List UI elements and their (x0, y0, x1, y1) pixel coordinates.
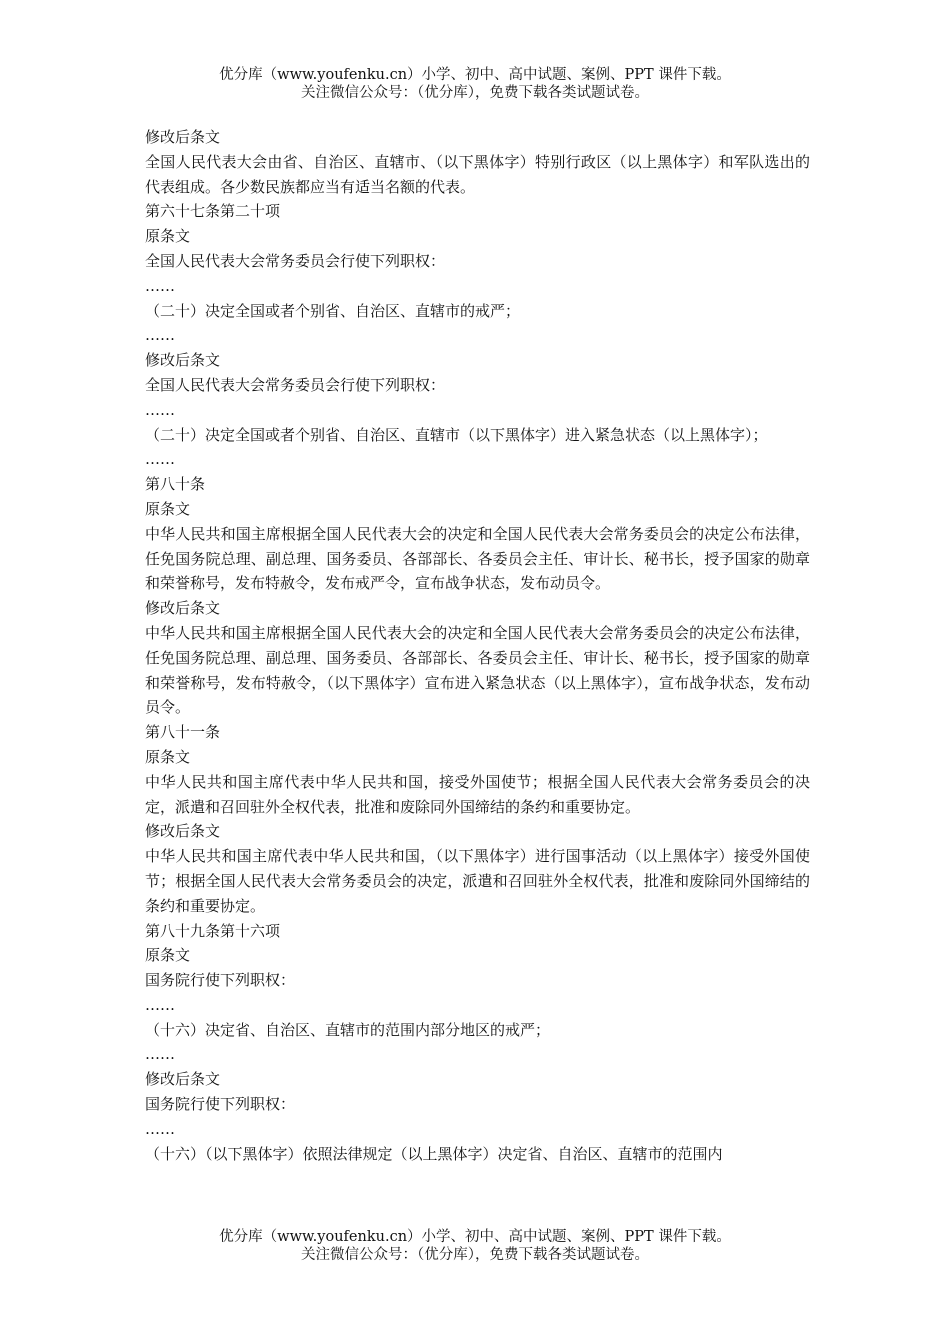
body-paragraph: （二十）决定全国或者个别省、自治区、直辖市的戒严； (145, 301, 521, 320)
section-label: 修改后条文 (145, 1070, 221, 1089)
ellipsis-line: …… (145, 995, 175, 1014)
section-label: 原条文 (145, 499, 191, 518)
page-footer (0, 1228, 950, 1264)
footer-line-1: 优分库（www.youfenku.cn）小学、初中、高中试题、案例、PPT 课件下载。 (219, 1229, 731, 1245)
body-paragraph: 全国人民代表大会由省、自治区、直辖市、（以下黑体字）特别行政区（以上黑体字）和军队选出的代表组成。各少数民族都应当有适当名额的代表。 (145, 152, 810, 196)
ellipsis-line: …… (145, 400, 175, 419)
section-label: 修改后条文 (145, 128, 221, 146)
body-paragraph: 中华人民共和国主席根据全国人民代表大会的决定和全国人民代表大会常务委员会的决定公布法律，任免国务院总理、副总理、国务委员、各部部长、各委员会主任、审计长、秘书长，授予国家的勋章和荣誉称号，发布特赦令，（以下黑体字）宣布进入紧急状态（以上黑体字），宣布战争状态，发布动员令。 (145, 623, 810, 717)
body-paragraph: 国务院行使下列职权： (145, 1095, 296, 1114)
body-paragraph: （十六）决定省、自治区、直辖市的范围内部分地区的戒严； (145, 1020, 551, 1039)
ellipsis-line: …… (145, 276, 175, 295)
article-heading: 第六十七条第二十项 (145, 202, 281, 221)
page-header (0, 66, 950, 102)
ellipsis-line: …… (145, 1045, 175, 1064)
header-line-1: 优分库（www.youfenku.cn）小学、初中、高中试题、案例、PPT 课件下载。 (219, 67, 731, 83)
body-paragraph: 全国人民代表大会常务委员会行使下列职权： (145, 251, 446, 270)
article-heading: 第八十条 (145, 475, 206, 494)
document-body (145, 125, 810, 1166)
section-label: 原条文 (145, 747, 191, 766)
footer-line-2: 关注微信公众号：（优分库），免费下载各类试题试卷。 (301, 1247, 649, 1263)
body-paragraph: 全国人民代表大会常务委员会行使下列职权： (145, 375, 446, 394)
section-label: 修改后条文 (145, 822, 221, 841)
section-label: 修改后条文 (145, 599, 221, 618)
header-line-2: 关注微信公众号：（优分库），免费下载各类试题试卷。 (301, 85, 649, 101)
body-paragraph: （十六）（以下黑体字）依照法律规定（以上黑体字）决定省、自治区、直辖市的范围内 (145, 1144, 723, 1163)
article-heading: 第八十九条第十六项 (145, 921, 281, 940)
ellipsis-line: …… (145, 1119, 175, 1138)
body-paragraph: 国务院行使下列职权： (145, 971, 296, 990)
body-paragraph: 中华人民共和国主席代表中华人民共和国，接受外国使节；根据全国人民代表大会常务委员会的决定，派遣和召回驻外全权代表，批准和废除同外国缔结的条约和重要协定。 (145, 772, 810, 816)
section-label: 原条文 (145, 946, 191, 965)
section-label: 原条文 (145, 227, 191, 246)
article-heading: 第八十一条 (145, 723, 221, 742)
section-label: 修改后条文 (145, 351, 221, 370)
body-paragraph: 中华人民共和国主席代表中华人民共和国，（以下黑体字）进行国事活动（以上黑体字）接受外国使节；根据全国人民代表大会常务委员会的决定，派遣和召回驻外全权代表，批准和废除同外国缔结的条约和重要协定。 (145, 847, 810, 915)
body-paragraph: 中华人民共和国主席根据全国人民代表大会的决定和全国人民代表大会常务委员会的决定公布法律，任免国务院总理、副总理、国务委员、各部部长、各委员会主任、审计长、秘书长，授予国家的勋章和荣誉称号，发布特赦令，发布戒严令，宣布战争状态，发布动员令。 (145, 524, 810, 593)
body-paragraph: （二十）决定全国或者个别省、自治区、直辖市（以下黑体字）进入紧急状态（以上黑体字）； (145, 425, 768, 444)
ellipsis-line: …… (145, 450, 175, 469)
ellipsis-line: …… (145, 326, 175, 345)
